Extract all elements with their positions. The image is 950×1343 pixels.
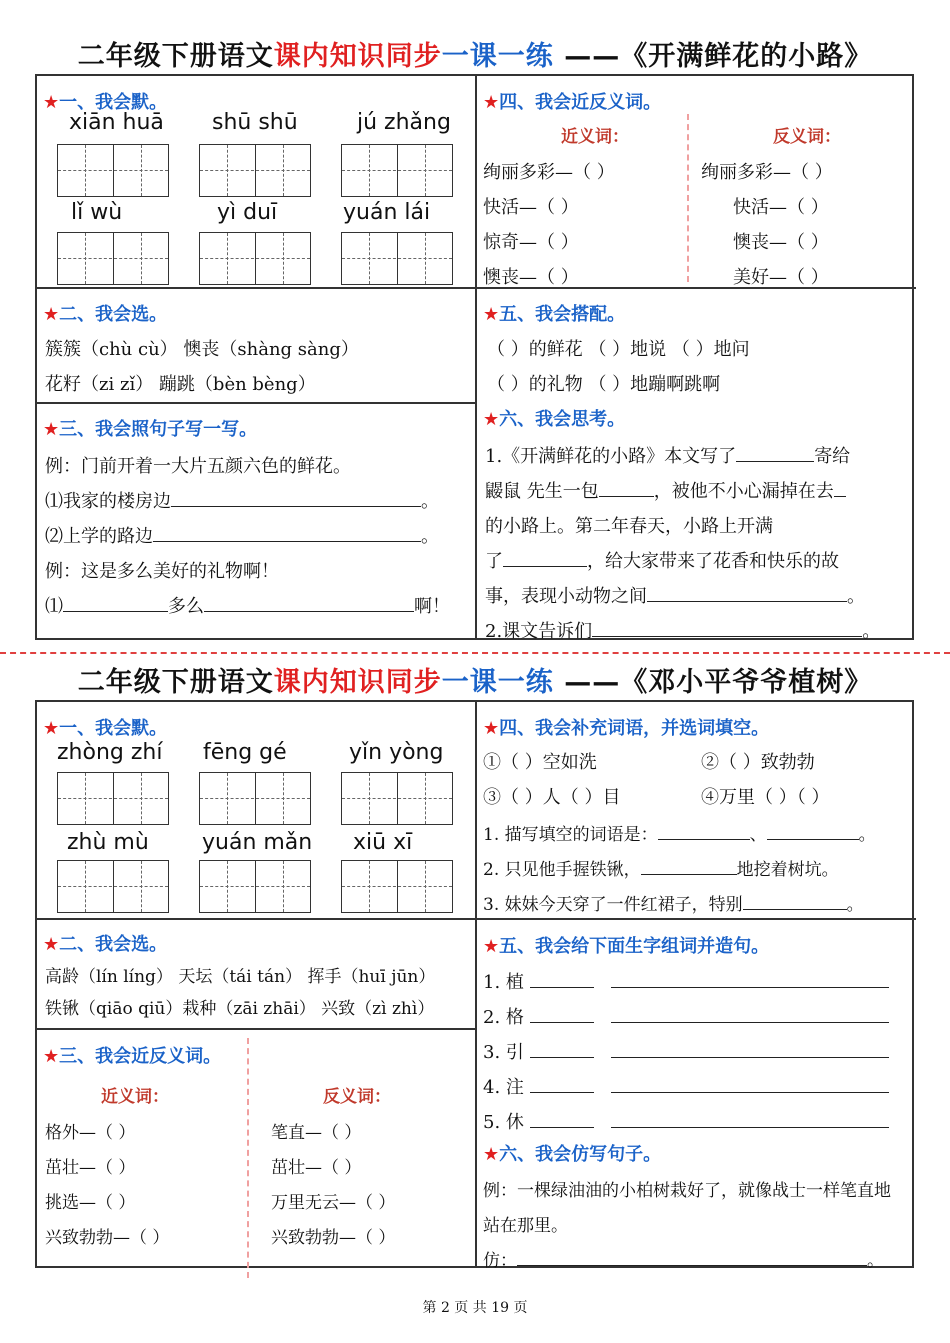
synonym-item: 挑选—（ ） — [45, 1193, 136, 1213]
imitate-example: 站在那里。 — [483, 1216, 568, 1236]
sentence-line[interactable] — [611, 1076, 889, 1093]
section-2-heading: ★二、我会选。 — [43, 304, 168, 325]
title-part-lesson: 一课一练 — [441, 41, 554, 72]
answer-line[interactable] — [592, 620, 862, 637]
title-part-grade: 二年级下册语文 — [77, 41, 274, 72]
answer-line[interactable] — [599, 480, 654, 497]
pinyin-label: zhòng zhí — [57, 740, 163, 765]
pinyin-label: lǐ wù — [71, 200, 123, 225]
section-4-heading: ★四、我会补充词语，并选词填空。 — [483, 718, 770, 739]
writing-grid[interactable] — [199, 860, 311, 913]
pinyin-label: yuán lái — [343, 200, 431, 225]
section-6-heading: ★六、我会仿写句子。 — [483, 1144, 662, 1165]
pinyin-label: fēng gé — [203, 740, 287, 765]
imitate-example: 例：一棵绿油油的小柏树栽好了，就像战士一样笔直地 — [483, 1181, 891, 1201]
worksheet2-title — [0, 660, 950, 699]
writing-grid[interactable] — [341, 144, 453, 197]
answer-line[interactable] — [153, 525, 421, 542]
choice-line: 高龄（lín líng） 天坛（tái tán） 挥手（huī jūn） — [45, 967, 436, 987]
synonym-item: 格外—（ ） — [45, 1123, 136, 1143]
antonym-item: 兴致勃勃—（ ） — [271, 1228, 396, 1248]
synonym-item: 绚丽多彩—（ ） — [483, 162, 615, 183]
section-1-heading: ★一、我会默。 — [43, 718, 168, 739]
sentence-line[interactable] — [611, 1111, 889, 1128]
fill-line: 3. 妹妹今天穿了一件红裙子，特别 。 — [483, 895, 864, 915]
pinyin-label: yì duī — [217, 200, 278, 225]
writing-grid[interactable] — [199, 144, 311, 197]
title-part-lesson: 一课一练 — [441, 667, 554, 698]
synonym-item: 茁壮—（ ） — [45, 1158, 136, 1178]
example-sentence: 例：门前开着一大片五颜六色的鲜花。 — [45, 456, 351, 477]
match-line: （ ）的鲜花 （ ）地说 （ ）地问 — [487, 339, 750, 360]
writing-grid[interactable] — [341, 772, 453, 825]
idiom-item: ①（ ）空如洗 — [483, 752, 597, 773]
think-line: 了 ，给大家带来了花香和快乐的故 — [485, 551, 839, 572]
word-line[interactable] — [530, 1041, 594, 1058]
word-line[interactable] — [530, 1111, 594, 1128]
page-footer: 第 2 页 共 19 页 — [422, 1300, 528, 1316]
word-line[interactable] — [530, 1076, 594, 1093]
antonym-item: 懊丧—（ ） — [733, 232, 829, 253]
answer-line[interactable] — [641, 858, 737, 875]
think-line: 鼹鼠 先生一包 ，被他不小心漏掉在去 — [485, 477, 846, 503]
pinyin-label: yǐn yòng — [349, 740, 444, 765]
idiom-item: ③（ ）人（ ）目 — [483, 787, 621, 808]
antonym-item: 茁壮—（ ） — [271, 1158, 362, 1178]
row-divider — [475, 918, 916, 920]
synonym-item: 惊奇—（ ） — [483, 232, 579, 253]
synonym-item: 快活—（ ） — [483, 197, 579, 218]
idiom-item: ④万里（ ）（ ） — [701, 787, 830, 808]
pinyin-label: yuán mǎn — [202, 830, 313, 855]
writing-grid[interactable] — [57, 144, 169, 197]
title-part-grade: 二年级下册语文 — [77, 667, 274, 698]
antonym-label: 反义词： — [323, 1087, 391, 1107]
word-line[interactable] — [530, 1006, 594, 1023]
writing-grid[interactable] — [57, 860, 169, 913]
choice-line: 簇簇（chù cù） 懊丧（shàng sàng） — [45, 339, 359, 360]
choice-line: 花籽（zi zǐ） 蹦跳（bèn bèng） — [45, 374, 316, 395]
pinyin-label: shū shū — [212, 110, 298, 135]
section-5-heading: ★五、我会给下面生字组词并造句。 — [483, 936, 770, 957]
row-divider — [37, 287, 475, 289]
title-part-sync: 课内知识同步 — [273, 667, 442, 698]
char-row: 5. 休 — [483, 1108, 889, 1134]
think-line: 的小路上。第二年春天，小路上开满 — [485, 516, 773, 537]
answer-line[interactable] — [767, 823, 859, 840]
antonym-item: 笔直—（ ） — [271, 1123, 362, 1143]
antonym-item: 美好—（ ） — [733, 267, 829, 288]
sentence-line[interactable] — [611, 1006, 889, 1023]
answer-line[interactable] — [647, 585, 847, 602]
row-divider — [37, 918, 475, 920]
row-divider — [37, 1028, 475, 1030]
writing-grid[interactable] — [341, 232, 453, 285]
answer-line[interactable] — [736, 445, 814, 462]
fill-line: 2. 只见他手握铁锹， 地挖着树坑。 — [483, 860, 839, 880]
writing-grid[interactable] — [341, 860, 453, 913]
worksheet1-frame — [35, 74, 914, 640]
pinyin-label: xiān huā — [69, 110, 164, 135]
sentence-prompt: ⑴我家的楼房边 。 — [45, 491, 439, 512]
example-sentence: 例：这是多么美好的礼物啊！ — [45, 561, 279, 582]
section-5-heading: ★五、我会搭配。 — [483, 304, 626, 325]
worksheet2-frame — [35, 700, 914, 1271]
writing-grid[interactable] — [199, 232, 311, 285]
antonym-label: 反义词： — [773, 127, 841, 147]
synonym-item: 懊丧—（ ） — [483, 267, 579, 288]
sentence-line[interactable] — [611, 1041, 889, 1058]
answer-line[interactable] — [63, 595, 168, 612]
writing-grid[interactable] — [199, 772, 311, 825]
column-divider — [475, 702, 477, 1266]
word-line[interactable] — [530, 971, 594, 988]
sentence-prompt: ⑵上学的路边 。 — [45, 526, 439, 547]
section-3-heading: ★三、我会近反义词。 — [43, 1046, 222, 1067]
antonym-item: 绚丽多彩—（ ） — [701, 162, 833, 183]
think-line: 1.《开满鲜花的小路》本文写了 寄给 — [485, 446, 851, 467]
antonym-item: 快活—（ ） — [733, 197, 829, 218]
section-6-heading: ★六、我会思考。 — [483, 409, 626, 430]
pinyin-label: xiū xī — [353, 830, 413, 855]
answer-line[interactable] — [834, 480, 846, 497]
column-separator — [687, 114, 689, 282]
synonym-label: 近义词： — [561, 127, 629, 147]
idiom-item: ②（ ）致勃勃 — [701, 752, 815, 773]
imitate-prompt: 仿： 。 — [483, 1251, 884, 1271]
worksheet1-title — [0, 34, 950, 73]
char-row: 4. 注 — [483, 1073, 889, 1099]
char-row: 2. 格 — [483, 1003, 889, 1029]
title-part-sync: 课内知识同步 — [273, 41, 442, 72]
title-part-name: ——《开满鲜花的小路》 — [553, 41, 873, 72]
synonym-label: 近义词： — [101, 1087, 169, 1107]
section-2-heading: ★二、我会选。 — [43, 934, 168, 955]
match-line: （ ）的礼物 （ ）地蹦啊跳啊 — [487, 374, 721, 395]
answer-line[interactable] — [658, 823, 750, 840]
column-divider — [475, 76, 477, 638]
synonym-item: 兴致勃勃—（ ） — [45, 1228, 170, 1248]
pinyin-label: zhù mù — [67, 830, 149, 855]
answer-line[interactable] — [204, 595, 414, 612]
answer-line[interactable] — [503, 550, 587, 567]
cut-line — [0, 652, 950, 654]
section-4-heading: ★四、我会近反义词。 — [483, 92, 662, 113]
writing-grid[interactable] — [57, 232, 169, 285]
choice-line: 铁锹（qiāo qiū）栽种（zāi zhāi） 兴致（zì zhì） — [45, 999, 435, 1019]
sentence-prompt: ⑴ 多么 啊！ — [45, 596, 450, 617]
pinyin-label: jú zhǎng — [357, 110, 451, 135]
section-1-heading: ★一、我会默。 — [43, 92, 168, 113]
antonym-item: 万里无云—（ ） — [271, 1193, 396, 1213]
answer-line[interactable] — [517, 1249, 867, 1266]
answer-line[interactable] — [743, 893, 847, 910]
column-separator — [247, 1038, 249, 1278]
writing-grid[interactable] — [57, 772, 169, 825]
think-line: 事，表现小动物之间 。 — [485, 586, 865, 607]
sentence-line[interactable] — [611, 971, 889, 988]
title-part-name: ——《邓小平爷爷植树》 — [553, 667, 873, 698]
row-divider — [37, 402, 475, 404]
section-3-heading: ★三、我会照句子写一写。 — [43, 419, 258, 440]
char-row: 1. 植 — [483, 968, 889, 994]
answer-line[interactable] — [171, 490, 421, 507]
char-row: 3. 引 — [483, 1038, 889, 1064]
fill-line: 1. 描写填空的词语是： 、 。 — [483, 825, 876, 845]
think-line: 2.课文告诉们 。 — [485, 621, 881, 642]
